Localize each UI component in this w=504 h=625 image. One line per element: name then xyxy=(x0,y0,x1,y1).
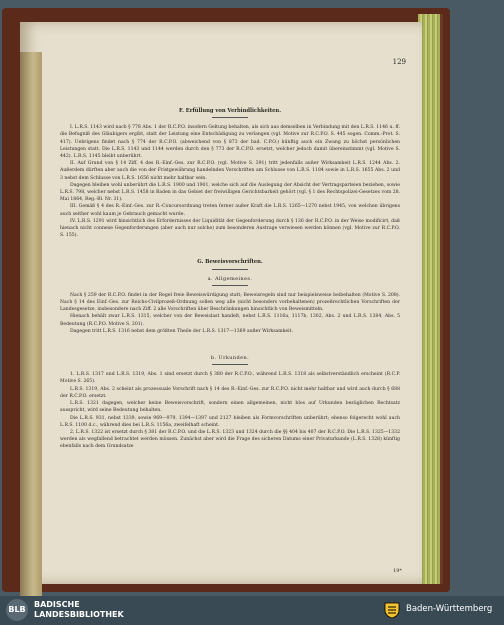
viewer-footer xyxy=(0,596,504,625)
body-paragraph: L.R.S. 1319, Abs. 2 scheint als prozessuale Vorschrift nach § 14 des R.-Einf.-Ges. zur R.C.P.O. nicht mehr haltbar und wird auch durch § 688 der R.C.P.O. ersetzt. xyxy=(60,386,400,399)
body-paragraph: 2. L.R.S. 1322 ist ersetzt durch § 381 der R.C.P.O. und die L.R.S. 1323 und 1324 durch die §§ 404 bis 407 der R.C.P.O. Die L.R.S. 1325—1332 werden als wegfallend betrachtet werden müssen. Zunächst aber wird die Frage des sicheren Datums einer Privaturkunde (L.R.S. 1328) künftig ebenfalls nach dem Grundsatze xyxy=(60,429,400,450)
blb-name[interactable] xyxy=(34,600,124,620)
body-paragraph: Dagegen tritt L.R.S. 1316 nebst dem größten Theile der L.R.S. 1317—1369 außer Wirksamkeit. xyxy=(70,328,293,334)
body-paragraph: II. Auf Grund von § 14 Ziff. 4 des R.-Einf.-Ges. zur R.C.P.O. (vgl. Motive S. 391) tritt jedenfalls außer Wirksamkeit L.R.S. 1244 Abs. 2. Außerdem dürften aber auch die von der Fristgewährung handelnden Vorschriften am Schlusse von L.R.S. 1184 sowie in L.R.S. 1655 Abs. 2 und 3 nebst dem Schlusse von L.R.S. 1656 nicht mehr haltbar sein. xyxy=(60,161,400,181)
heading-rule xyxy=(212,269,248,270)
body-paragraph: IV. L.R.S. 1291 wird hinsichtlich des Erfordernisses der Liquidität der Gegenforderung durch § 136 der R.C.P.O. in der Weise modificirt, daß hienach nicht connexe Gegenforderungen (aber auch nur solche) zum besonderen Austrage verwiesen werden können (vgl. Motive zur R.C.P.O. S. 155). xyxy=(60,218,400,239)
body-paragraph: L.R.S. 1321 dagegen, welcher keine Beweisvorschrift, sondern einen allgemeinen, nicht blos auf Urkunden bezüglichen Rechtsatz ausspricht, wird seine Bedeutung behalten. xyxy=(60,401,400,414)
section-subheading: b. Urkunden. xyxy=(210,355,250,362)
blb-name-line1: BADISCHE xyxy=(34,600,80,609)
heading-rule xyxy=(212,117,248,118)
body-paragraph: Die L.R.S. 931, nebst 1339, sowie 969—979, 1394—1397 und 2127 bleiben als Formvorschriften unberührt; ebenso folgerecht wohl auch L.R.S. 1100 d.c., während dies bei L.R.S. 1156a, zweifelhaft scheint. xyxy=(60,415,400,428)
heading-rule xyxy=(212,285,248,286)
section-gap xyxy=(60,335,400,355)
body-paragraph: I. L.R.S. 1143 wird nach § 778 Abs. 1 der R.C.P.O. insofern Geltung behalten, als sich aus demselben in Verbindung mit den L.R.S. 1146 u. ff. die Befugniß des Gläubigers ergibt, statt der Leistung eine Entschädigung zu verlangen (vgl. Motive zur R.C.P.O. S. 445 sogen. Comm.-Prot. S. 417). Uebrigens findet nach § 774 der R.C.P.O. (abweichend von § 873 der bad. C.P.O.) künftig auch ein Zwang zu höchst persönlichen Leistungen statt. Die L.R.S. 1143 und 1144 werden durch den § 773 der R.C.P.O. ersetzt, welcher jedoch damit übereinstimmt (vgl. Motive S. 442). L.R.S. 1145 bleibt unberührt. xyxy=(60,125,400,160)
section-heading: G. Beweisvorschriften. xyxy=(197,259,263,266)
body-paragraph: 1. L.R.S. 1317 und L.R.S. 1319, Abs. 1 sind ersetzt durch § 380 der R.C.P.O., während L.R.S. 1318 als selbstverständlich erscheint (R.C.P. Motive S. 265). xyxy=(60,372,400,385)
blb-name-line2: LANDESBIBLIOTHEK xyxy=(34,610,124,619)
blb-logo-icon[interactable]: BLB xyxy=(6,599,28,621)
baden-wuerttemberg-name[interactable]: Baden-Württemberg xyxy=(406,604,493,614)
body-paragraph: Hienach behält zwar L.R.S. 1315, welcher von der Beweislast handelt, nebst L.R.S. 1116a, 1117b, 1302, Abs. 2 und L.R.S. 1384, Abs. 5 Bedeutung (R.C.P.O. Motive S. 201). xyxy=(60,314,400,327)
page-body xyxy=(60,108,400,451)
section-gap xyxy=(60,239,400,259)
page-number: 129 xyxy=(392,58,406,66)
baden-wuerttemberg-crest-icon[interactable] xyxy=(383,601,401,619)
page-gutter xyxy=(20,52,42,596)
section-subheading: a. Allgemeines. xyxy=(207,275,253,282)
heading-rule xyxy=(212,364,248,365)
body-paragraph: Dagegen bleiben wohl unberührt die L.R.S. 1900 und 1901, welche sich auf die Auslegung der Absicht der Vertragsparteien beziehen, sowie L.R.S. 798, welcher nebst L.R.S. 1458 in Baden in das Gebiet der freiwilligen Gerichtsbarkeit gehört (vgl. § 1 des Rechtspolizei-Gesetzes vom 28. Mai 1864, Reg.-Bl. Nr. 31). xyxy=(60,182,400,203)
book-page xyxy=(20,22,422,584)
signature-mark: 19* xyxy=(393,568,402,574)
body-paragraph: Nach § 259 der R.C.P.O. findet in der Regel freie Beweiswürdigung statt; Beweisregeln sind nur beispielsweise beibehalten (Motive S. 208). Nach § 14 des Einf.-Ges. zur Reichs-Civilprozeß-Ordnung sollen weg alle (nicht besonders vorbehaltenen) prozeßrechtlichen Vorschriften der Landesgesetze, insbesondere nach Ziff. 2 alle Vorschriften über Beschränkungen hinsichtlich von Beweismitteln. xyxy=(60,292,400,313)
body-paragraph: III. Gemäß § 4 des R.-Einf.-Ges. zur R.-Concursordnung treten ferner außer Kraft die L.R.S. 1265—1270 nebst 1945, von welchen übrigens auch seither wohl kaum je Gebrauch gemacht wurde. xyxy=(60,204,400,217)
section-heading: F. Erfüllung von Verbindlichkeiten. xyxy=(178,108,282,114)
